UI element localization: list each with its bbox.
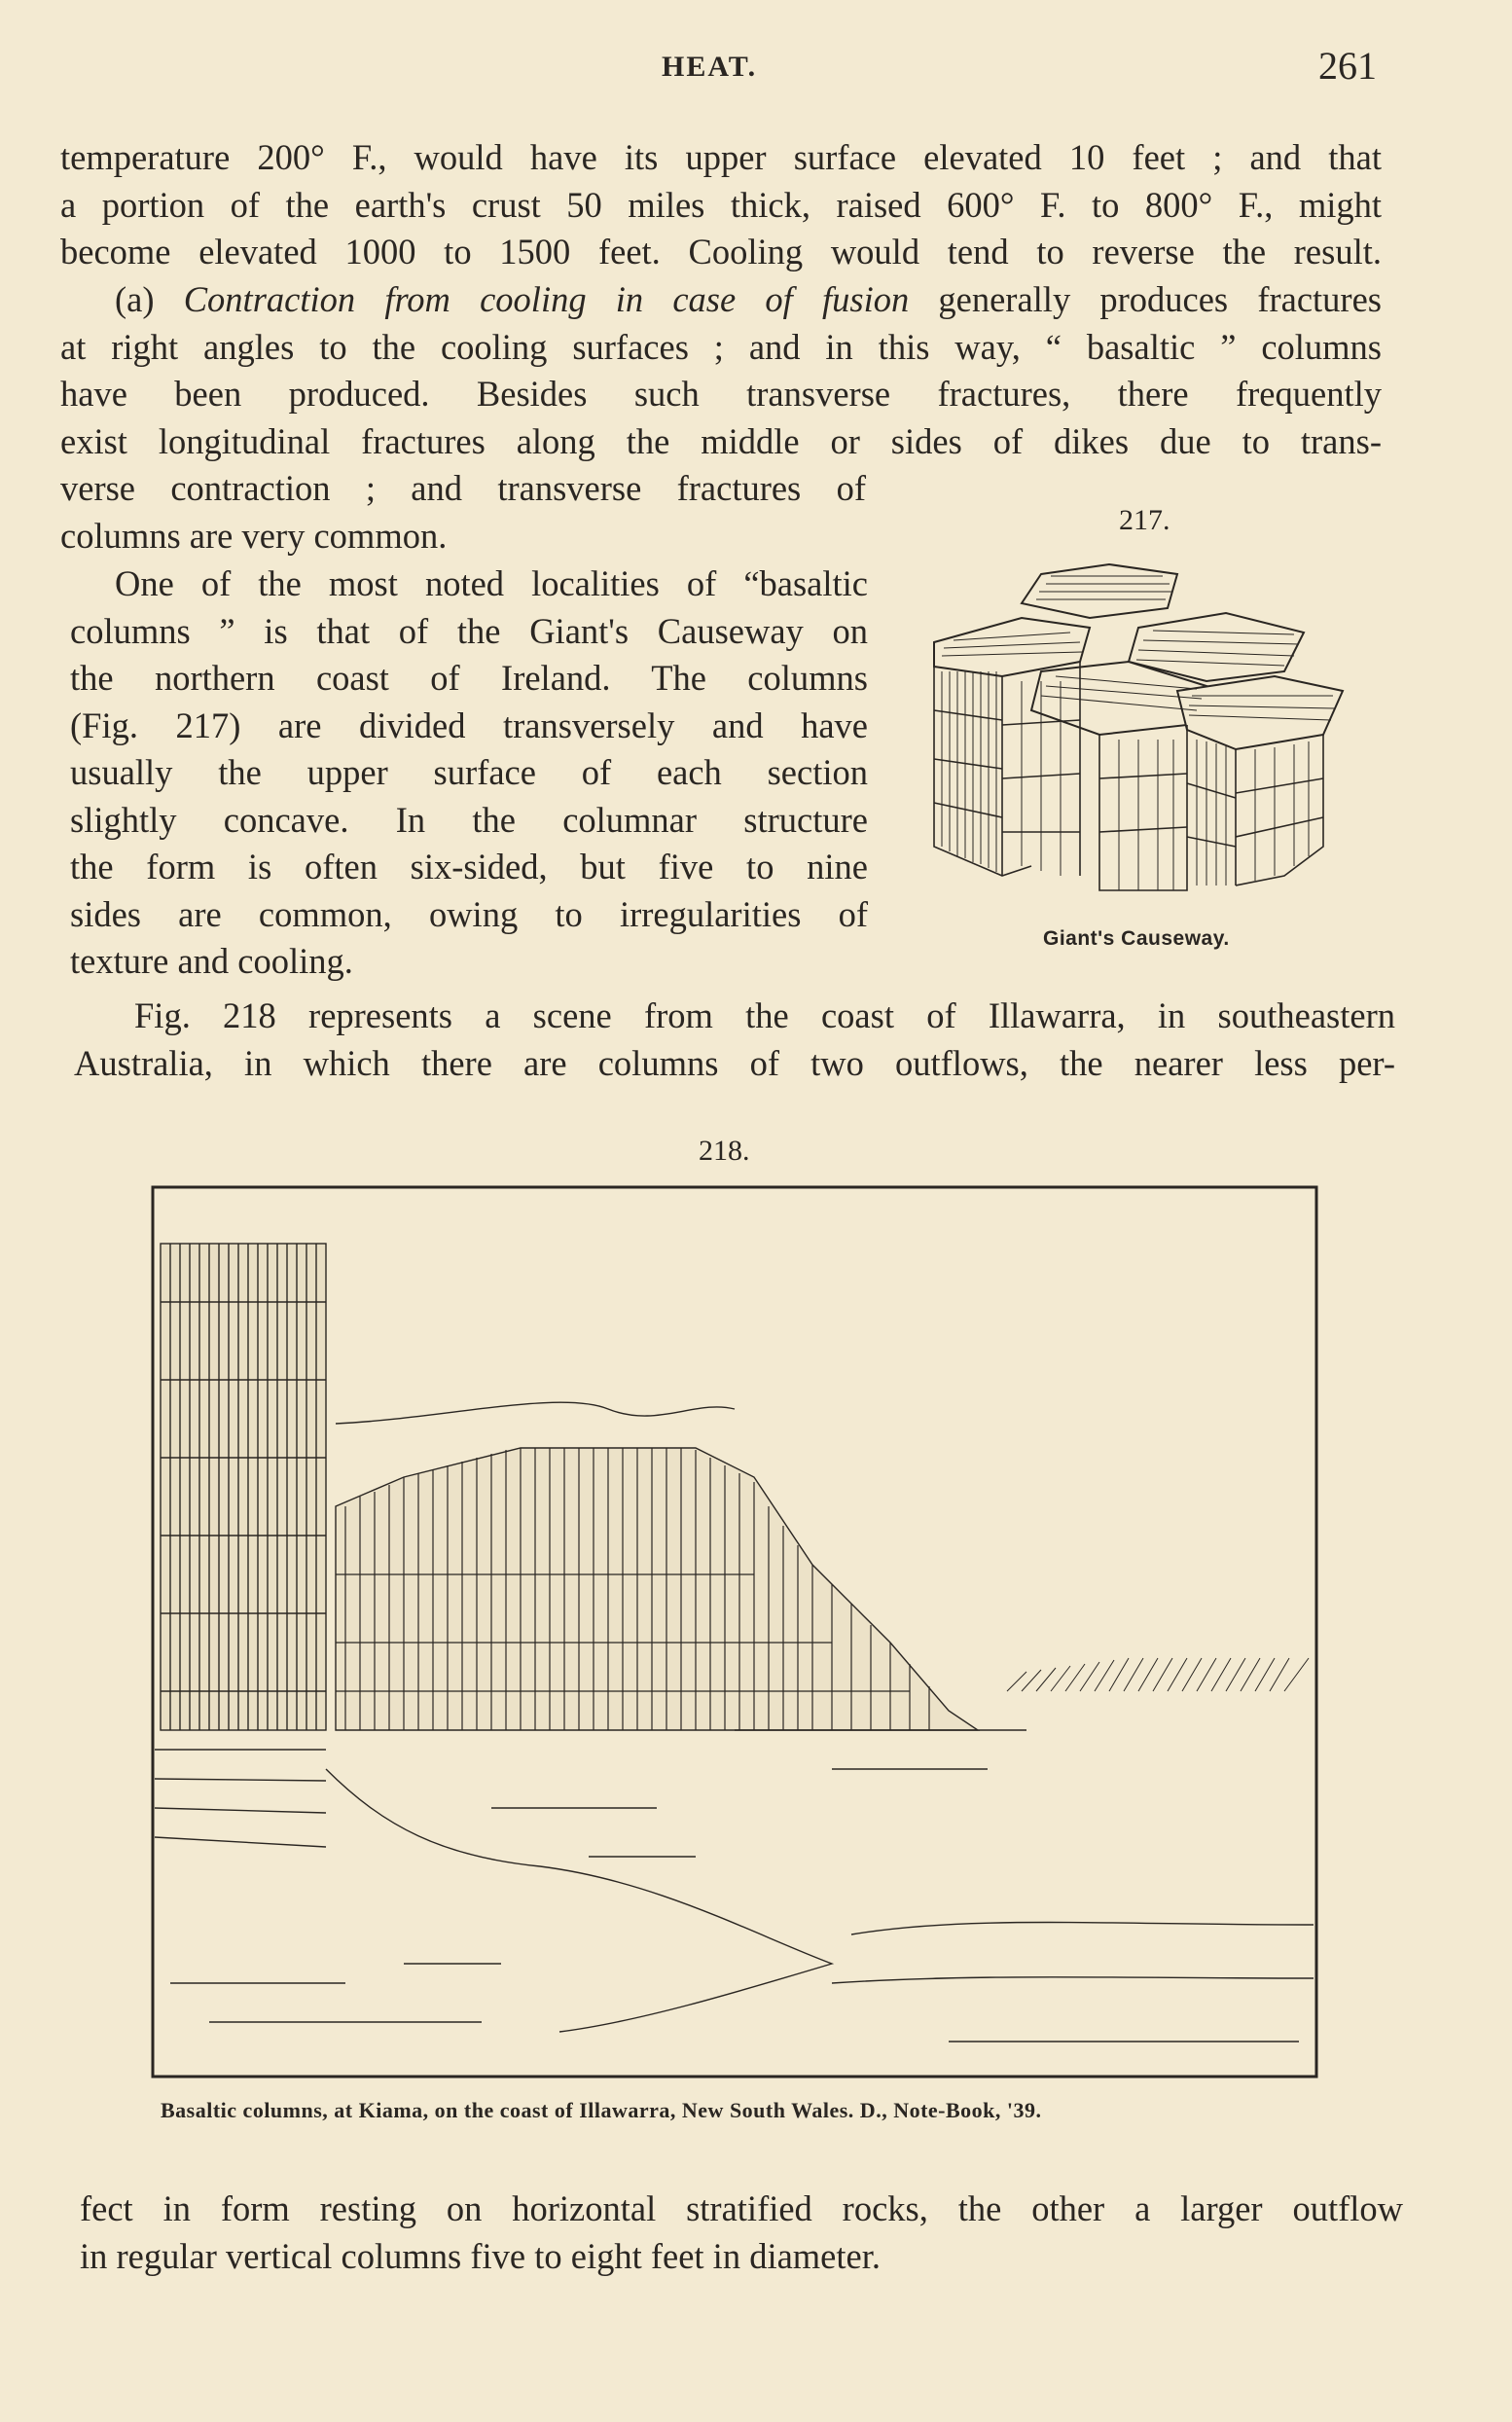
page-header xyxy=(0,43,1512,91)
paragraph-marker: (a) xyxy=(115,279,155,319)
text-line: in regular vertical columns five to eight feet in diameter. xyxy=(80,2235,881,2276)
text-line: the northern coast of Ireland. The columns xyxy=(70,658,868,698)
italic-phrase: Contraction from cooling in case of fusion xyxy=(183,279,910,319)
running-head: HEAT. xyxy=(662,51,758,83)
paragraph-1 xyxy=(60,134,1382,276)
text-line: a portion of the earth's crust 50 miles thick, raised 600° F. to 800° F., might xyxy=(60,184,1382,225)
giants-causeway-illustration xyxy=(915,555,1382,905)
text-line: One of the most noted localities of “basaltic xyxy=(115,563,868,603)
text-line: temperature 200° F., would have its upper surface elevated 10 feet ; and that xyxy=(60,137,1382,177)
text-line: Australia, in which there are columns of two outflows, the nearer less per- xyxy=(74,1042,1395,1083)
text-line: slightly concave. In the columnar structure xyxy=(70,799,868,840)
page-number: 261 xyxy=(1318,44,1377,88)
text-line: have been produced. Besides such transverse fractures, there frequently xyxy=(60,374,1382,414)
figure-217-number: 217. xyxy=(1119,504,1170,536)
text-line: usually the upper surface of each section xyxy=(70,752,868,792)
text-line xyxy=(60,276,1382,324)
text-line: verse contraction ; and transverse fractures of xyxy=(60,468,866,508)
paragraph-4 xyxy=(74,993,1395,1087)
text-line: the form is often six-sided, but five to nine xyxy=(70,847,868,886)
figure-218-number: 218. xyxy=(699,1135,750,1167)
text-line: Fig. 218 represents a scene from the coast of Illawarra, in southeastern xyxy=(134,995,1395,1035)
text-line: fect in form resting on horizontal stratified rocks, the other a larger outflow xyxy=(80,2188,1403,2228)
text-line: (Fig. 217) are divided transversely and have xyxy=(70,705,868,745)
figure-217-caption: Giant's Causeway. xyxy=(1043,927,1230,950)
text-line: sides are common, owing to irregularities of xyxy=(70,893,868,934)
figure-218-caption: Basaltic columns, at Kiama, on the coast of Illawarra, New South Wales. D., Note-Book, '39. xyxy=(161,2098,1042,2122)
text-fragment: generally produces fractures xyxy=(938,279,1382,319)
text-line: columns ” is that of the Giant's Causeway on xyxy=(70,610,868,651)
text-line: texture and cooling. xyxy=(70,941,353,981)
text-line: at right angles to the cooling surfaces ; and in this way, “ basaltic ” columns xyxy=(60,326,1382,367)
kiama-basalt-columns-illustration xyxy=(151,1185,1318,2079)
text-line: become elevated 1000 to 1500 feet. Cooling would tend to reverse the result. xyxy=(60,232,1382,271)
paragraph-2 xyxy=(60,276,1382,560)
text-line: columns are very common. xyxy=(60,515,448,556)
paragraph-5 xyxy=(80,2186,1403,2280)
text-line: exist longitudinal fractures along the middle or sides of dikes due to trans- xyxy=(60,420,1382,461)
paragraph-3 xyxy=(70,560,868,986)
